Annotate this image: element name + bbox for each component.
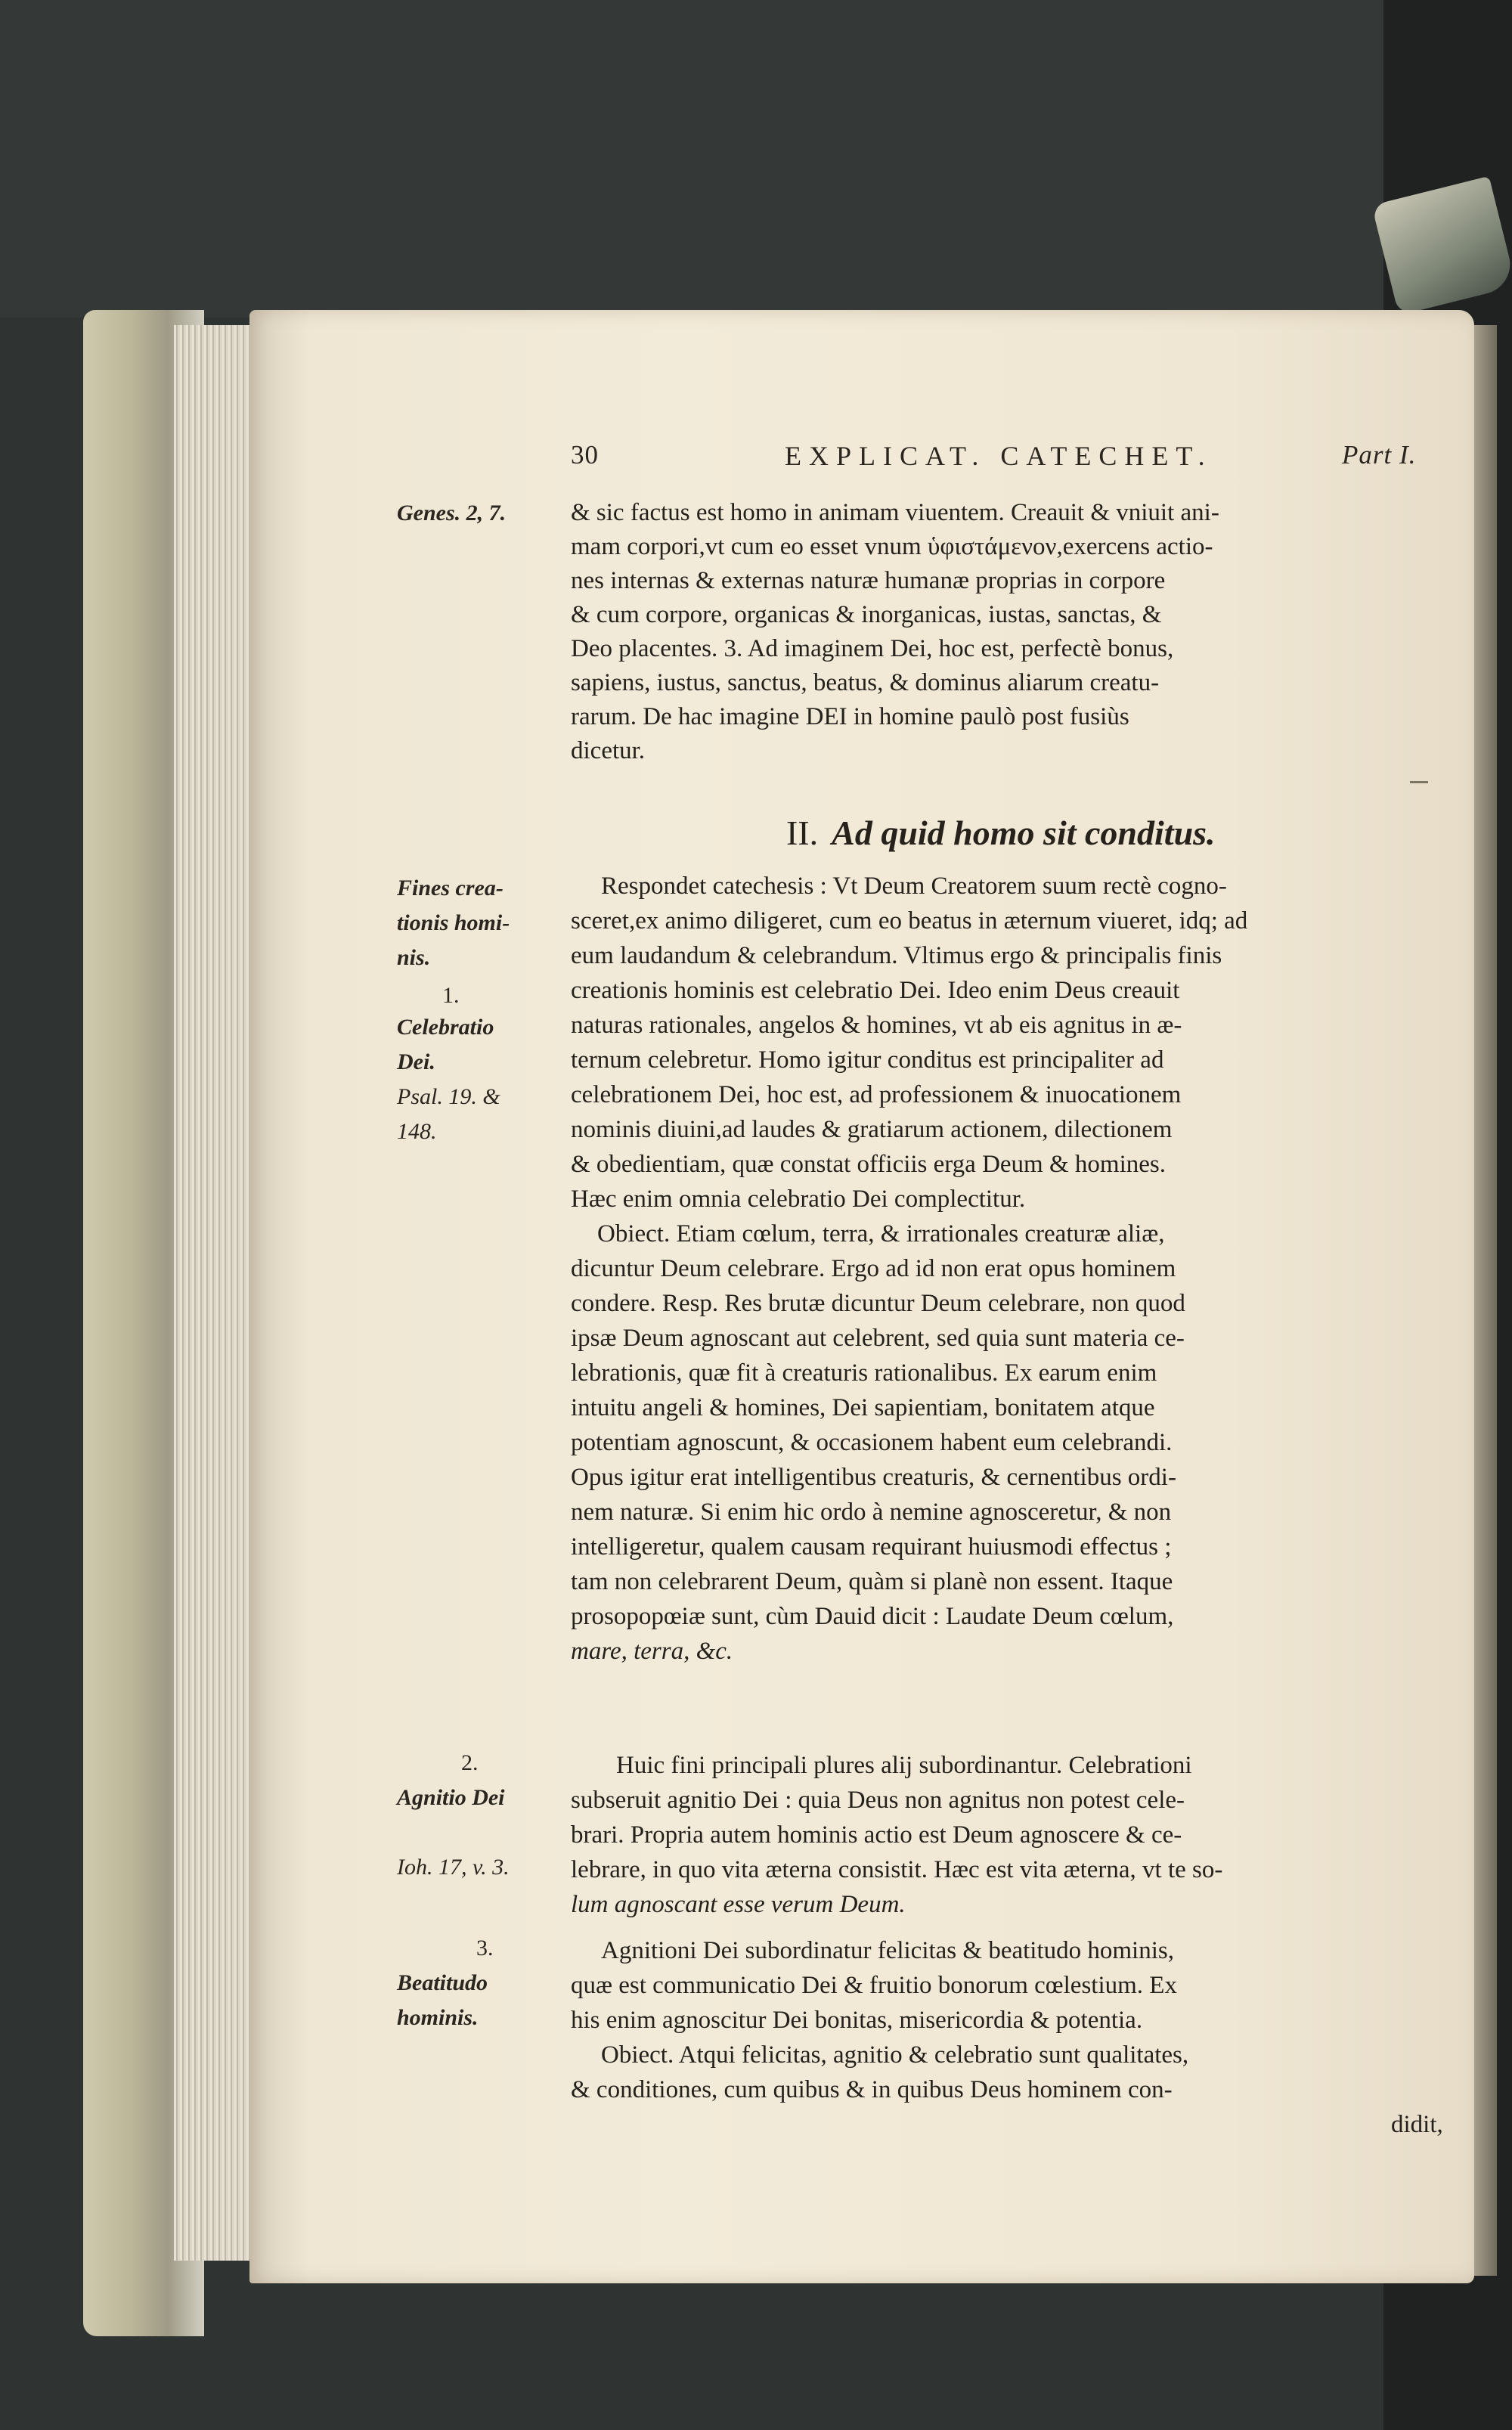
text-line: ipsæ Deum agnoscant aut celebrent, sed quia sunt materia ce-: [571, 1325, 1185, 1352]
margin-john-ref: Ioh. 17, v. 3.: [397, 1855, 510, 1880]
text-line: nem naturæ. Si enim hic ordo à nemine agnosceretur, & non: [571, 1499, 1172, 1526]
text-line: Deo placentes. 3. Ad imaginem Dei, hoc est, perfectè bonus,: [571, 635, 1174, 662]
text-line: lum agnoscant esse verum Deum.: [571, 1891, 906, 1918]
text-line: celebrationem Dei, hoc est, ad professionem & inuocationem: [571, 1081, 1182, 1108]
text-line: brari. Propria autem hominis actio est Deum agnoscere & ce-: [571, 1821, 1182, 1849]
margin-genesis-ref: Genes. 2, 7.: [397, 501, 507, 525]
text-line: Respondet catechesis : Vt Deum Creatorem suum rectè cogno-: [601, 873, 1227, 900]
text-line: nominis diuini,ad laudes & gratiarum actionem, dilectionem: [571, 1116, 1173, 1143]
text-line: quæ est communicatio Dei & fruitio bonorum cœlestium. Ex: [571, 1972, 1177, 1999]
margin-fines-3: nis.: [397, 945, 431, 970]
backdrop: [0, 0, 1512, 318]
text-line: creationis hominis est celebratio Dei. Ideo enim Deus creauit: [571, 977, 1180, 1004]
margin-number-2: 2.: [461, 1750, 479, 1775]
section-number: II.: [786, 814, 819, 852]
text-line: prosopopœiæ sunt, cùm Dauid dicit : Laudate Deum cœlum,: [571, 1603, 1174, 1630]
text-line: potentiam agnoscunt, & occasionem habent eum celebrandi.: [571, 1429, 1173, 1456]
text-line: Obiect. Atqui felicitas, agnitio & celebratio sunt qualitates,: [601, 2041, 1189, 2069]
text-line: & cum corpore, organicas & inorganicas, iustas, sanctas, &: [571, 601, 1162, 628]
part-label: Part I.: [1342, 440, 1417, 470]
text-line: subseruit agnitio Dei : quia Deus non agnitus non potest cele-: [571, 1787, 1185, 1814]
text-line: didit,: [1391, 2111, 1443, 2138]
text-line: Hæc enim omnia celebratio Dei complectitur.: [571, 1186, 1026, 1213]
text-line: Opus igitur erat intelligentibus creaturis, & cernentibus ordi-: [571, 1464, 1176, 1491]
margin-celebratio-2: Dei.: [397, 1049, 435, 1074]
text-line: Agnitioni Dei subordinatur felicitas & beatitudo hominis,: [601, 1937, 1174, 1964]
margin-agnitio: Agnitio Dei: [397, 1785, 505, 1810]
text-line: mare, terra, &c.: [571, 1638, 733, 1665]
text-line: Huic fini principali plures alij subordinantur. Celebrationi: [616, 1752, 1192, 1779]
text-line: & sic factus est homo in animam viuentem. Creauit & vniuit ani-: [571, 499, 1219, 526]
margin-psalm-ref-2: 148.: [397, 1119, 437, 1144]
text-line: dicuntur Deum celebrare. Ergo ad id non erat opus hominem: [571, 1255, 1176, 1282]
text-line: tam non celebrarent Deum, quàm si planè non essent. Itaque: [571, 1568, 1173, 1595]
margin-fines-2: tionis homi-: [397, 910, 510, 935]
section-title: Ad quid homo sit conditus.: [832, 814, 1216, 852]
margin-fines-1: Fines crea-: [397, 876, 503, 900]
text-line: intelligeretur, qualem causam requirant huiusmodi effectus ;: [571, 1533, 1172, 1561]
margin-beatitudo-2: hominis.: [397, 2005, 479, 2030]
text-line: mam corpori,vt cum eo esset vnum ὑφιστάμενον,exercens actio-: [571, 533, 1213, 560]
text-line: rarum. De hac imagine DEI in homine paulò post fusiùs: [571, 703, 1129, 730]
text-line: dicetur.: [571, 737, 646, 764]
section-heading: [786, 813, 1216, 853]
page-number: 30: [571, 440, 599, 470]
text-line: his enim agnoscitur Dei bonitas, misericordia & potentia.: [571, 2007, 1143, 2034]
text-line: & obedientiam, quæ constat officiis erga Deum & homines.: [571, 1151, 1166, 1178]
text-line: nes internas & externas naturæ humanæ proprias in corpore: [571, 567, 1166, 594]
margin-beatitudo-1: Beatitudo: [397, 1970, 488, 1995]
text-line: condere. Resp. Res brutæ dicuntur Deum celebrare, non quod: [571, 1290, 1185, 1317]
text-line: sceret,ex animo diligeret, cum eo beatus in æternum viueret, idq; ad: [571, 907, 1248, 934]
text-line: & conditiones, cum quibus & in quibus Deus hominem con-: [571, 2076, 1173, 2103]
text-line: lebrare, in quo vita æterna consistit. Hæc est vita æterna, vt te so-: [571, 1856, 1223, 1883]
text-line: lebrationis, quæ fit à creaturis rationalibus. Ex earum enim: [571, 1359, 1157, 1387]
text-line: intuitu angeli & homines, Dei sapientiam, bonitatem atque: [571, 1394, 1155, 1421]
ink-mark: [1410, 781, 1428, 783]
text-line: sapiens, iustus, sanctus, beatus, & dominus aliarum creatu-: [571, 669, 1160, 696]
text-line: Obiect. Etiam cœlum, terra, & irrationales creaturæ aliæ,: [597, 1220, 1165, 1248]
margin-psalm-ref-1: Psal. 19. &: [397, 1084, 500, 1109]
running-title: EXPLICAT. CATECHET.: [785, 441, 1213, 471]
margin-celebratio-1: Celebratio: [397, 1015, 494, 1040]
margin-number-3: 3.: [476, 1936, 494, 1960]
text-line: naturas rationales, angelos & homines, vt ab eis agnitus in æ-: [571, 1012, 1182, 1039]
text-line: eum laudandum & celebrandum. Vltimus ergo & principalis finis: [571, 942, 1222, 969]
margin-number-1: 1.: [442, 983, 460, 1008]
text-line: ternum celebretur. Homo igitur conditus est principaliter ad: [571, 1046, 1164, 1074]
